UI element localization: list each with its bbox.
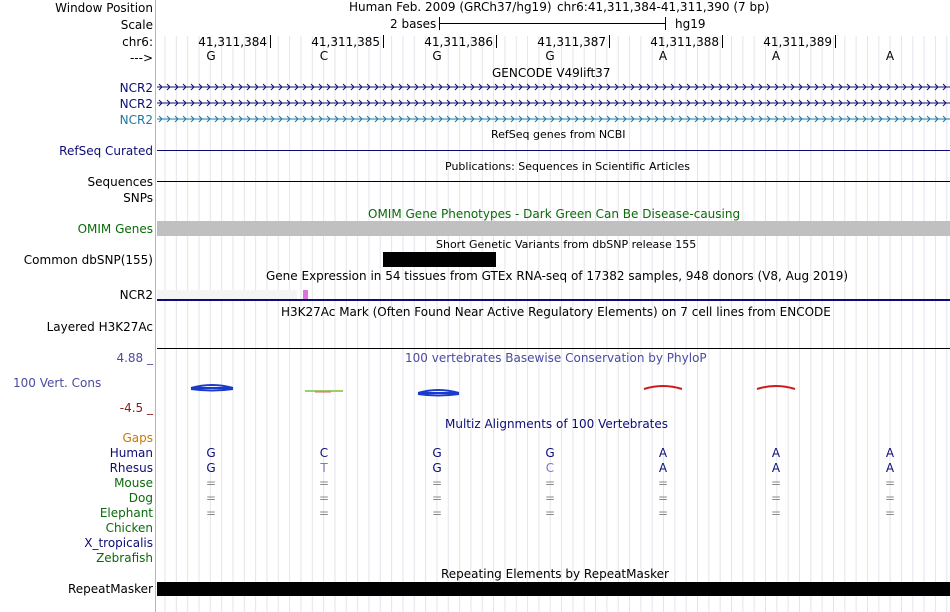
gencode-item-1-label[interactable]: NCR2 <box>119 81 153 95</box>
gtex-expression-bar[interactable] <box>303 290 308 299</box>
dna-base: A <box>885 49 895 63</box>
ruler-tick-label: 41,311,386 <box>424 35 493 49</box>
window-position-label: Window Position <box>55 1 153 15</box>
multiz-base: = <box>205 491 217 505</box>
snps-label: SNPs <box>123 191 153 205</box>
omim-track-label[interactable]: OMIM Genes <box>77 222 153 236</box>
ruler-tick-mark <box>835 35 836 48</box>
repeatmasker-track-title: Repeating Elements by RepeatMasker <box>441 567 669 581</box>
multiz-species-label[interactable]: X_tropicalis <box>84 536 153 550</box>
ruler-tick-mark <box>609 35 610 48</box>
gtex-expression-bar-faint <box>157 290 297 299</box>
dna-base: A <box>771 49 781 63</box>
phylop-track-label[interactable]: 100 Vert. Cons <box>13 376 102 390</box>
ruler-label[interactable]: chr6: <box>122 35 153 49</box>
multiz-base: = <box>657 506 669 520</box>
dna-base: C <box>319 49 329 63</box>
multiz-species-label[interactable]: Chicken <box>105 521 153 535</box>
multiz-base: = <box>657 491 669 505</box>
dna-base: G <box>432 49 442 63</box>
omim-track-title: OMIM Gene Phenotypes - Dark Green Can Be Disease-causing <box>368 207 741 221</box>
multiz-base: A <box>771 446 781 460</box>
ruler-tick-mark <box>270 35 271 48</box>
multiz-species-label[interactable]: Rhesus <box>109 461 153 475</box>
label-divider <box>155 0 156 612</box>
omim-bar[interactable] <box>157 221 950 236</box>
publications-line[interactable] <box>157 181 950 182</box>
dna-base: A <box>658 49 668 63</box>
multiz-species-label[interactable]: Human <box>109 446 153 460</box>
publications-track-title: Publications: Sequences in Scientific Articles <box>445 160 690 173</box>
multiz-track-title: Multiz Alignments of 100 Vertebrates <box>445 417 669 431</box>
multiz-base: = <box>431 506 443 520</box>
multiz-base: A <box>658 446 668 460</box>
multiz-base: G <box>206 446 216 460</box>
gtex-track-label[interactable]: NCR2 <box>119 288 153 302</box>
gencode-item-3-label[interactable]: NCR2 <box>119 113 153 127</box>
multiz-species-label[interactable]: Dog <box>128 491 153 505</box>
multiz-base: A <box>771 461 781 475</box>
ruler-tick-label: 41,311,385 <box>311 35 380 49</box>
multiz-base: = <box>657 476 669 490</box>
dna-base: G <box>545 49 555 63</box>
dbsnp-track-label[interactable]: Common dbSNP(155) <box>23 253 153 267</box>
refseq-track-title: RefSeq genes from NCBI <box>491 128 626 141</box>
multiz-base: = <box>884 491 896 505</box>
multiz-base: G <box>432 446 442 460</box>
position-range: chr6:41,311,384-41,311,390 (7 bp) <box>557 0 770 14</box>
h3k27ac-track-label[interactable]: Layered H3K27Ac <box>46 320 153 334</box>
ruler-tick-label: 41,311,387 <box>537 35 606 49</box>
gencode-track-title: GENCODE V49lift37 <box>492 66 611 80</box>
multiz-base: = <box>318 491 330 505</box>
multiz-base: = <box>431 476 443 490</box>
gencode-gene-lines[interactable] <box>157 80 950 126</box>
gtex-track-title: Gene Expression in 54 tissues from GTEx RNA-seq of 17382 samples, 948 donors (V8, Aug 2019) <box>266 269 849 283</box>
strand-label[interactable]: ---> <box>129 51 153 65</box>
phylop-max-label: 4.88 _ <box>116 351 153 365</box>
repeatmasker-track-label[interactable]: RepeatMasker <box>67 582 153 596</box>
multiz-base: = <box>884 506 896 520</box>
sequences-track-label[interactable]: Sequences <box>87 175 153 189</box>
gtex-gene-line[interactable] <box>157 299 950 301</box>
scale-db: hg19 <box>675 17 706 31</box>
multiz-base: = <box>544 506 556 520</box>
multiz-species-label[interactable]: Mouse <box>114 476 153 490</box>
dbsnp-track-title: Short Genetic Variants from dbSNP release 155 <box>436 238 697 251</box>
multiz-base: = <box>318 506 330 520</box>
scale-label: Scale <box>120 18 153 32</box>
multiz-base: T <box>320 461 328 475</box>
multiz-base: G <box>545 446 555 460</box>
multiz-base: G <box>432 461 442 475</box>
scale-bar-right-cap <box>665 17 666 30</box>
ruler-tick-mark <box>722 35 723 48</box>
multiz-base: A <box>885 461 895 475</box>
multiz-base: = <box>318 476 330 490</box>
h3k27ac-track-title: H3K27Ac Mark (Often Found Near Active Regulatory Elements) on 7 cell lines from ENCODE <box>281 305 831 319</box>
multiz-base: A <box>658 461 668 475</box>
multiz-base: C <box>545 461 555 475</box>
multiz-base: = <box>884 476 896 490</box>
ruler-tick-mark <box>383 35 384 48</box>
ruler-tick-label: 41,311,384 <box>198 35 267 49</box>
multiz-base: = <box>544 476 556 490</box>
multiz-base: G <box>206 461 216 475</box>
scale-bar-left-cap <box>439 17 440 30</box>
multiz-gaps-label: Gaps <box>122 431 153 445</box>
multiz-base: = <box>431 491 443 505</box>
multiz-species-label[interactable]: Elephant <box>99 506 153 520</box>
multiz-species-label[interactable]: Zebrafish <box>96 551 153 565</box>
ruler-tick-label: 41,311,388 <box>650 35 719 49</box>
multiz-base: = <box>205 506 217 520</box>
refseq-gene-line[interactable] <box>157 150 950 151</box>
phylop-wiggle[interactable] <box>157 380 950 400</box>
refseq-track-label[interactable]: RefSeq Curated <box>59 144 153 158</box>
multiz-base: = <box>770 491 782 505</box>
assembly-title: Human Feb. 2009 (GRCh37/hg19) <box>349 0 552 14</box>
multiz-base: = <box>770 506 782 520</box>
gencode-item-2-label[interactable]: NCR2 <box>119 97 153 111</box>
repeatmasker-block[interactable] <box>157 582 950 596</box>
dbsnp-variant-block[interactable] <box>383 252 496 267</box>
dna-base: G <box>206 49 216 63</box>
scale-value: 2 bases <box>390 17 437 31</box>
ruler-tick-mark <box>496 35 497 48</box>
phylop-track-title: 100 vertebrates Basewise Conservation by PhyloP <box>405 351 707 365</box>
multiz-base: A <box>885 446 895 460</box>
multiz-base: = <box>770 476 782 490</box>
multiz-base: C <box>319 446 329 460</box>
phylop-min-label: -4.5 _ <box>119 401 153 415</box>
ruler-tick-label: 41,311,389 <box>763 35 832 49</box>
scale-bar <box>439 23 665 24</box>
multiz-base: = <box>544 491 556 505</box>
multiz-base: = <box>205 476 217 490</box>
h3k27ac-baseline <box>157 348 950 349</box>
